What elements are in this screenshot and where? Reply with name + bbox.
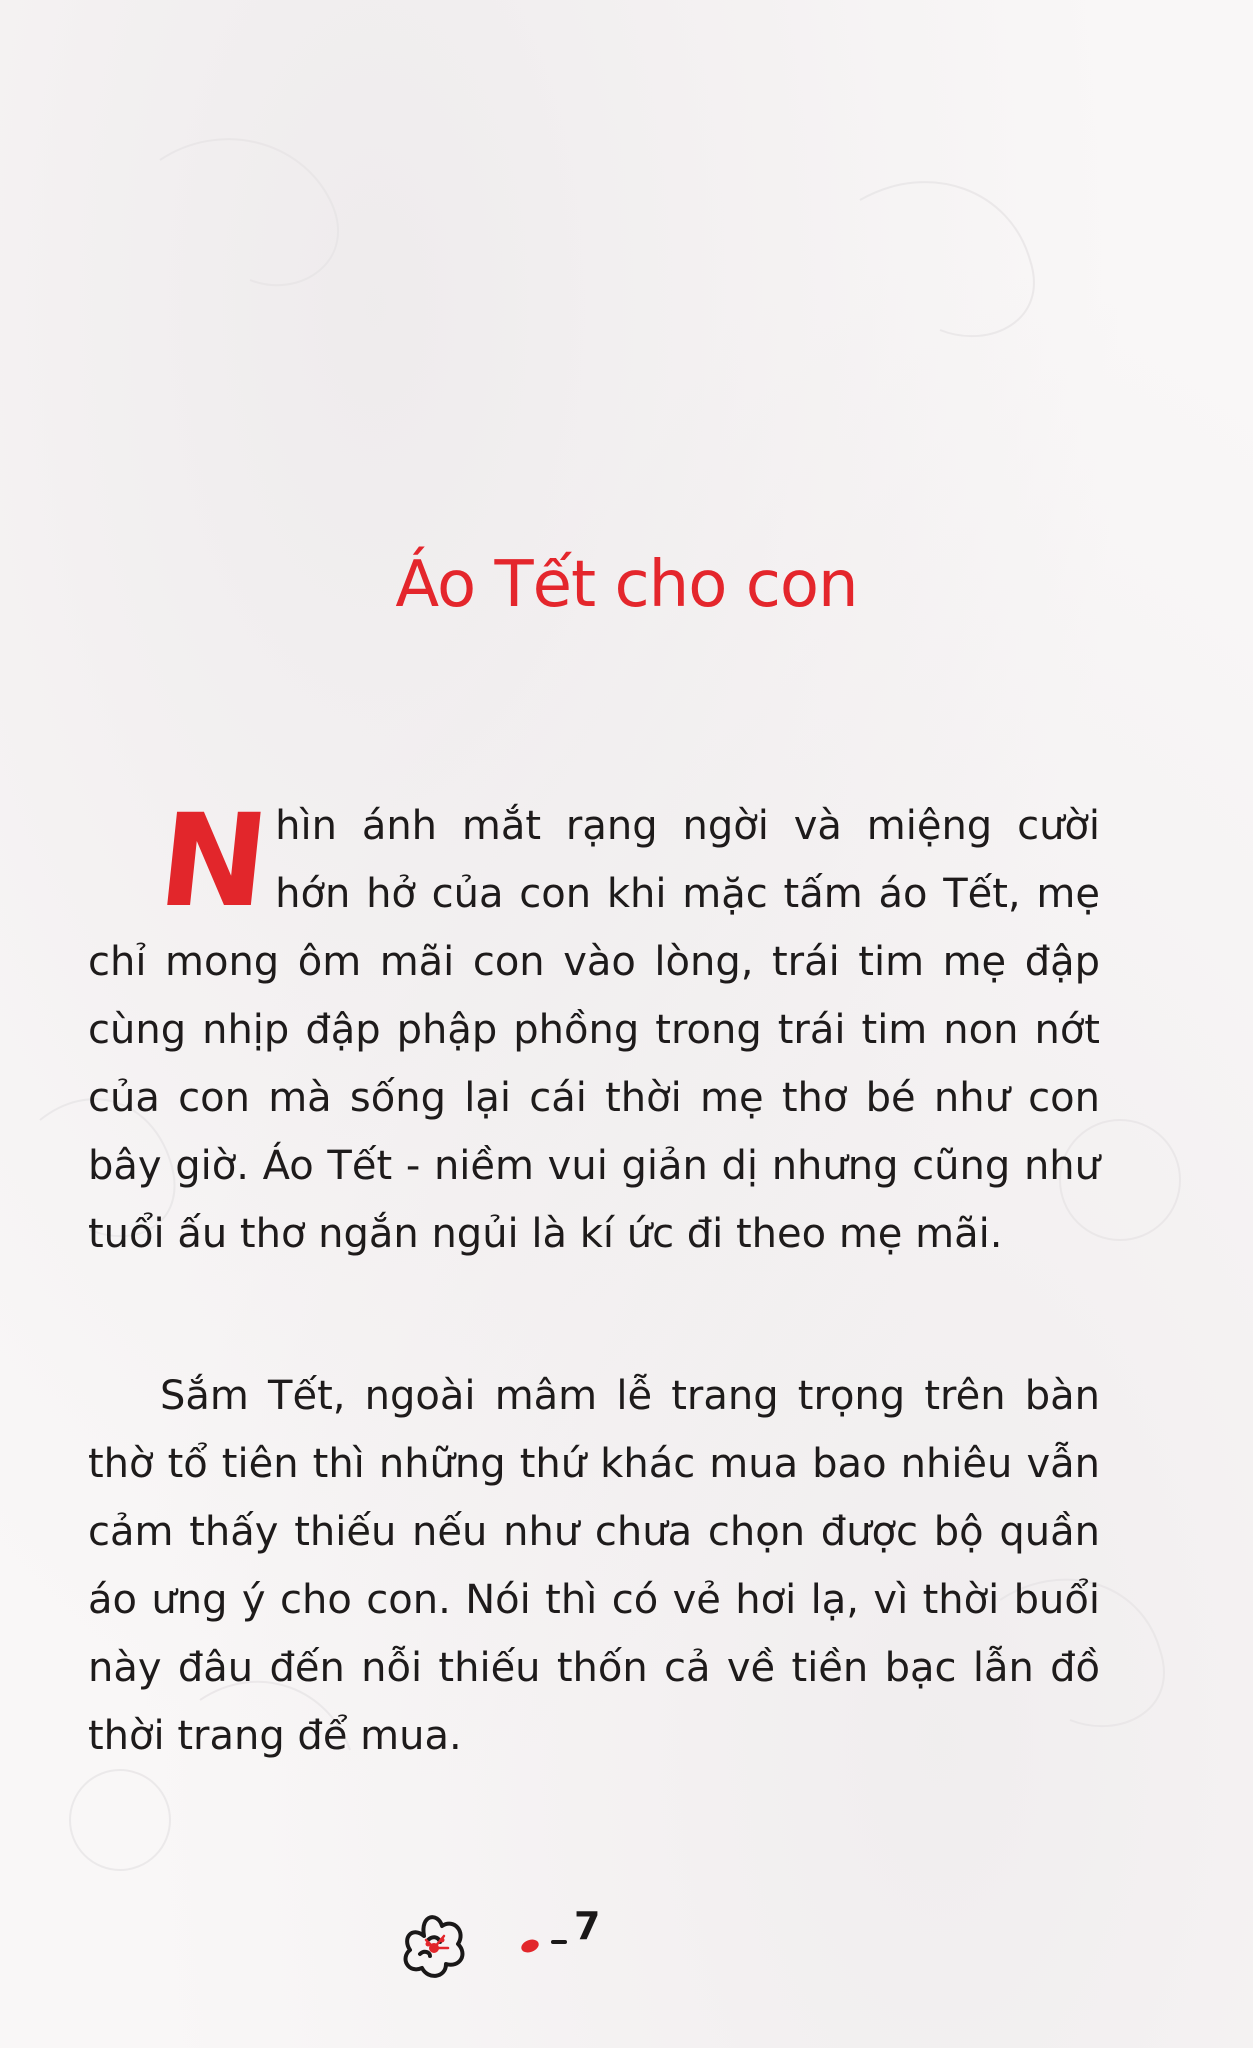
chapter-title: Áo Tết cho con [395, 548, 858, 622]
paragraph-2: Sắm Tết, ngoài mâm lễ trang trọng trên bàn thờ tổ tiên thì những thứ khác mua bao nhiêu vẫn cảm thấy thiếu nếu như chưa chọn được bộ quần áo ưng ý cho con. Nói thì có vẻ hơi lạ, vì thời buổi này đâu đến nỗi thiếu thốn cả về tiền bạc lẫn đồ thời trang để mua. [88, 1373, 1100, 1759]
drop-cap-letter: N [152, 787, 276, 936]
paragraph-1-text: hìn ánh mắt rạng ngời và miệng cười hớn hở của con khi mặc tấm áo Tết, mẹ chỉ mong ôm mãi con vào lòng, trái tim mẹ đập cùng nhịp đập phập phồng trong trái tim non nớt của con mà sống lại cái thời mẹ thơ bé như con bây giờ. Áo Tết - niềm vui giản dị nhưng cũng như tuổi ấu thơ ngắn ngủi là kí ức đi theo mẹ mãi. [88, 803, 1100, 1257]
page-number: 7 [574, 1904, 601, 1948]
paragraph-1 [88, 787, 1100, 1268]
